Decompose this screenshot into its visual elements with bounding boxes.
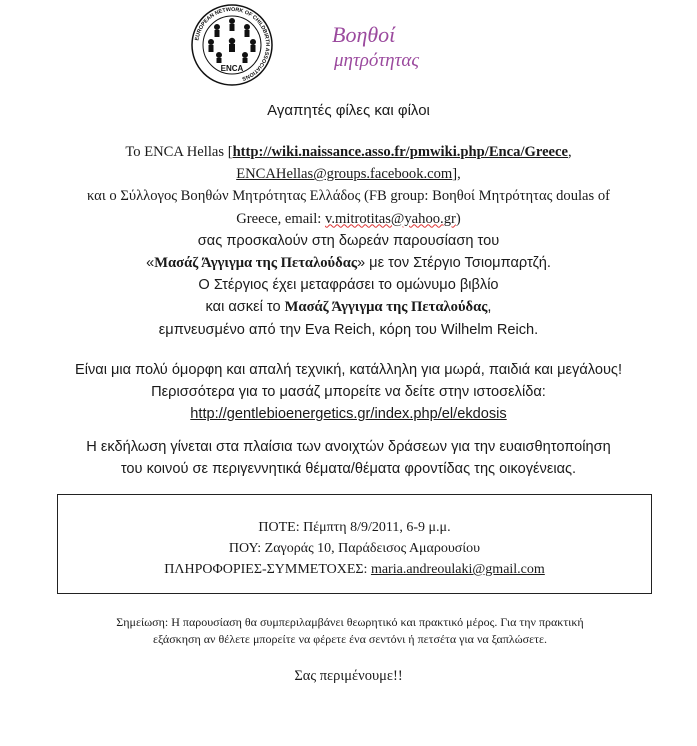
technique-line-1: Είναι μια πολύ όμορφη και απαλή τεχνική, κατάλληλη για μωρά, παιδιά και μεγάλους! [74, 362, 623, 378]
technique-paragraph [20, 359, 677, 426]
invitation-text: Greece, email: [236, 210, 325, 227]
technique-line-3 [20, 403, 677, 425]
invitation-text: » με τον Στέργιο Τσιομπαρτζή. [357, 255, 551, 272]
info-label: ΠΛΗΡΟΦΟΡΙΕΣ-ΣΥΜΜΕΤΟΧΕΣ: [164, 562, 371, 577]
event-details-box [57, 494, 652, 594]
people-circle-icon [208, 18, 256, 63]
enca-wiki-link[interactable]: http://wiki.naissance.asso.fr/pmwiki.php/Enca/Greece [232, 144, 568, 160]
doulas-logo-line2: μητρότητας [334, 50, 420, 71]
invitation-text: , [567, 144, 572, 160]
massage-title: Μασάζ Άγγιγμα της Πεταλούδας [284, 299, 488, 316]
event-info [58, 559, 651, 580]
invitation-line-6 [30, 252, 667, 274]
event-line-1: Η εκδήλωση γίνεται στα πλαίσια των ανοιχτών δράσεων για την ευαισθητοποίηση [86, 439, 611, 455]
invitation-line-2 [30, 163, 667, 185]
invitation-text: ], [452, 166, 461, 183]
gentlebioenergetics-link[interactable]: http://gentlebioenergetics.gr/index.php/el/ekdosis [190, 406, 507, 423]
note-line-2: εξάσκηση αν θέλετε μπορείτε να φέρετε ένα σεντόνι ή πετσέτα για να ξαπλώσετε. [152, 632, 547, 646]
invitation-text: και ασκεί το [205, 299, 285, 316]
invitation-line-3: και ο Σύλλογος Βοηθών Μητρότητας Ελλάδος (FB group: Βοηθοί Μητρότητας doulas of [86, 188, 611, 205]
invitation-paragraph [30, 141, 667, 341]
enca-ring-text: EUROPEAN NETWORK OF CHILDBIRTH ASSOCIATIONS [194, 6, 271, 82]
enca-logo [190, 3, 274, 87]
technique-line-2: Περισσότερα για το μασάζ μπορείτε να δείτε στην ιστοσελίδα: [151, 384, 546, 401]
note-paragraph [60, 614, 640, 648]
event-when: ΠΟΤΕ: Πέμπτη 8/9/2011, 6-9 μ.μ. [258, 520, 451, 535]
doulas-email[interactable]: v.mitrotitas@yahoo.gr [325, 210, 456, 227]
invitation-text: Το ENCA Hellas [ [125, 144, 233, 160]
invitation-line-4 [30, 208, 667, 230]
info-email-link[interactable]: maria.andreoulaki@gmail.com [370, 562, 545, 577]
event-where: ΠΟΥ: Ζαγοράς 10, Παράδεισος Αμαρουσίου [228, 541, 481, 556]
event-line-2: του κοινού σε περιγεννητικά θέματα/θέματα φροντίδας της οικογένειας. [120, 461, 577, 478]
invitation-text: , [487, 299, 492, 316]
enca-email-link[interactable]: ENCAHellas@groups.facebook.com [236, 166, 453, 183]
doulas-logo-line1: Βοηθοί [332, 22, 396, 47]
closing-text: Σας περιμένουμε!! [294, 668, 403, 684]
invitation-line-7: Ο Στέργιος έχει μεταφράσει το ομώνυμο βιβλίο [198, 277, 499, 294]
invitation-line-1 [30, 141, 667, 163]
invitation-line-9: εμπνευσμένο από την Eva Reich, κόρη του Wilhelm Reich. [158, 321, 539, 338]
greeting: Αγαπητές φίλες και φίλοι [267, 102, 430, 119]
doulas-logo [330, 22, 440, 82]
invitation-line-5: σας προσκαλούν στη δωρεάν παρουσίαση του [197, 232, 500, 249]
invitation-text: « [146, 255, 155, 272]
enca-center-text: ENCA [220, 64, 244, 73]
massage-title: Μασάζ Άγγιγμα της Πεταλούδας [154, 255, 357, 272]
event-paragraph [20, 436, 677, 480]
invitation-line-8 [30, 296, 667, 318]
note-line-1: Σημείωση: Η παρουσίαση θα συμπεριλαμβάνει θεωρητικό και πρακτικό μέρος. Για την πρακτική [116, 615, 584, 629]
invitation-text: ) [455, 210, 461, 227]
